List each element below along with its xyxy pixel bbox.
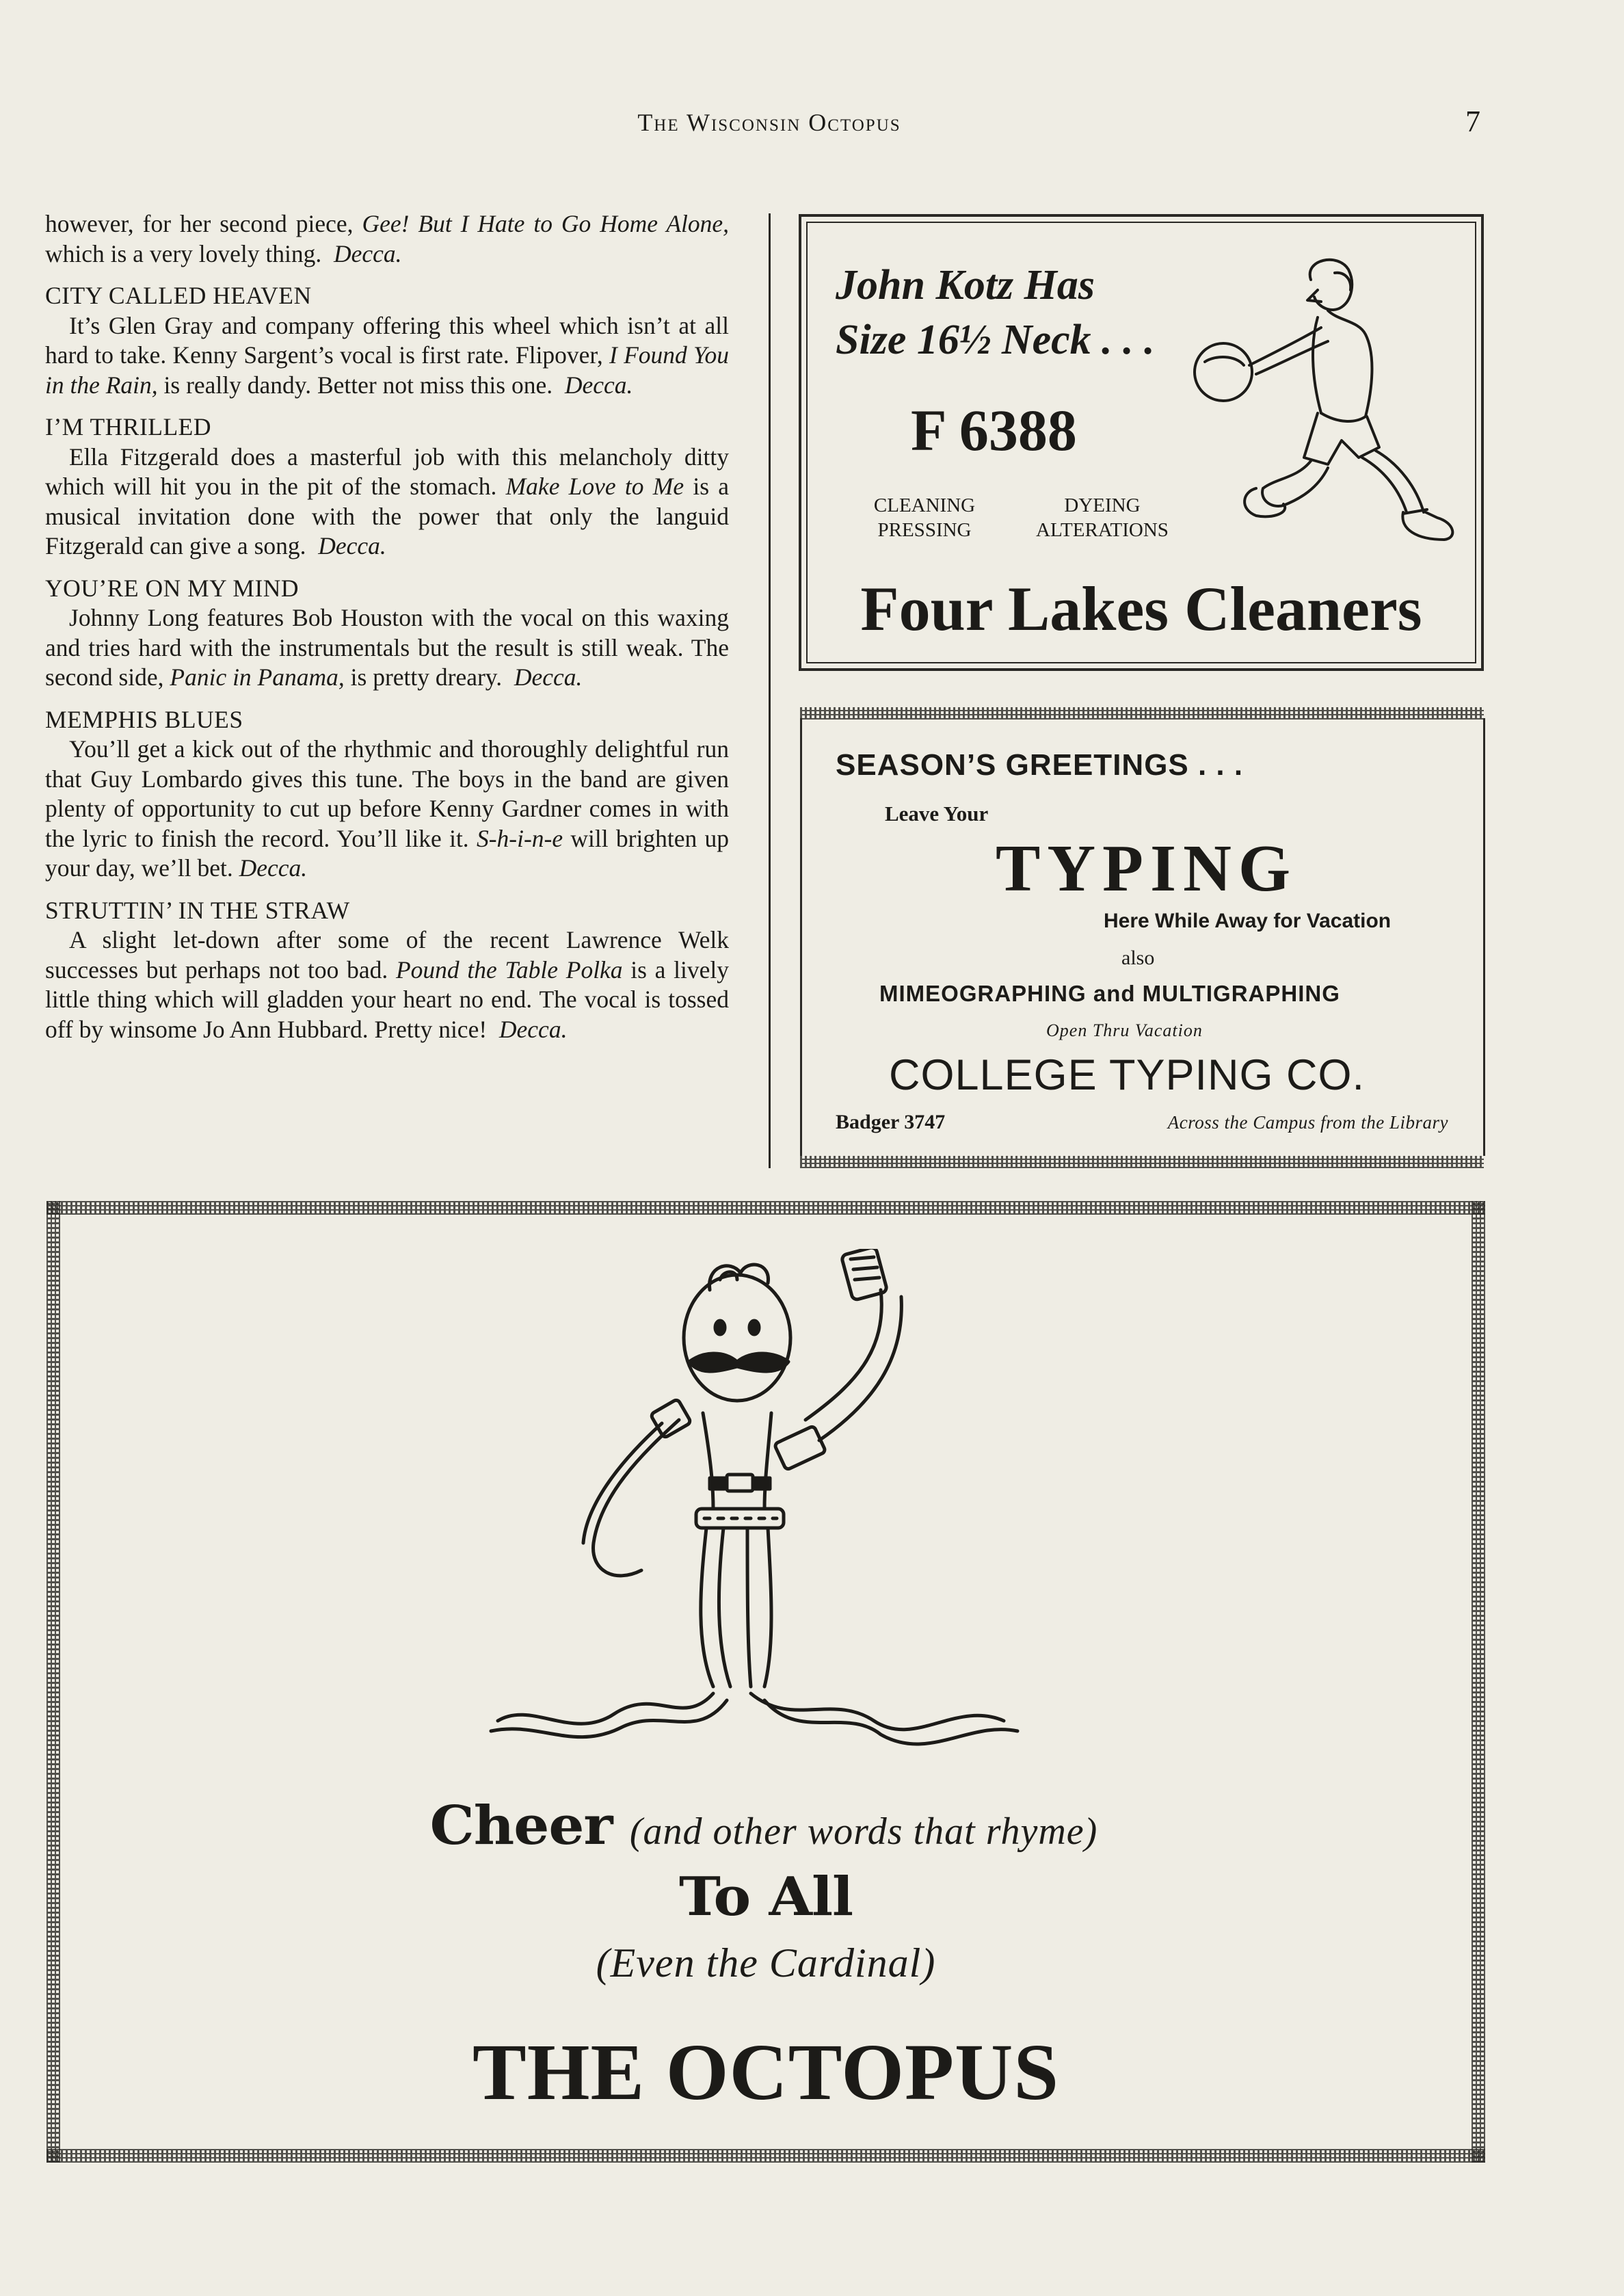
- college-typing-ad: [800, 707, 1484, 1168]
- cleaners-phone-number: F 6388: [911, 397, 1077, 463]
- typing-headline: TYPING: [996, 832, 1298, 906]
- review-text: is a lively little thing which will gladden your heart no end. The vocal is tossed off by winsome Jo Ann Hubbard. Pretty nice!: [45, 955, 729, 1043]
- review-text: It’s Glen Gray and company offering this wheel which isn’t at all hard to take. Kenny Sargent’s vocal is first rate. Flipover,: [45, 311, 729, 369]
- open-hours: Open Thru Vacation: [1046, 1020, 1203, 1040]
- leave-your-text: Leave Your: [885, 802, 989, 826]
- athlete-illustration: [1181, 252, 1468, 553]
- review-intro-rest: which is a very lovely thing.: [45, 239, 322, 267]
- review-record-title: I Found You in the Rain,: [45, 341, 729, 399]
- review-record-title: Pound the Table Polka: [395, 955, 623, 984]
- service-item: PRESSING: [877, 519, 972, 541]
- company-location: Across the Campus from the Library: [1167, 1112, 1448, 1133]
- review-body: [45, 443, 729, 562]
- cheer-word: Cheer: [429, 1795, 613, 1857]
- octopus-signature: THE OCTOPUS: [472, 2027, 1059, 2117]
- slogan-line: Size 16½ Neck . . .: [836, 317, 1155, 363]
- review-body: [45, 735, 729, 884]
- company-phone: Badger 3747: [836, 1111, 946, 1133]
- company-name: COLLEGE TYPING CO.: [889, 1051, 1366, 1099]
- four-lakes-cleaners-ad: [799, 214, 1484, 671]
- review-record-label: Decca.: [498, 1015, 568, 1043]
- services-left: [856, 493, 993, 542]
- decorative-border-right: [1472, 1201, 1485, 2163]
- review-record-label: Decca.: [239, 854, 308, 882]
- page-number: 7: [1465, 105, 1480, 138]
- service-item: ALTERATIONS: [1036, 519, 1169, 541]
- review-text: You’ll get a kick out of the rhythmic and thoroughly delightful run that Guy Lombardo gives this tune. The boys in the band are given plenty of opportunity to cut up before Kenny Gardner comes in with the lyric to finish the record. You’ll like it.: [45, 735, 729, 852]
- review-text: is a musical invitation done with the power that only the languid Fitzgerald can give a song.: [45, 473, 729, 559]
- review-intro-text: however, for her second piece,: [45, 210, 354, 237]
- other-services: MIMEOGRAPHING and MULTIGRAPHING: [879, 981, 1340, 1006]
- review-text: A slight let-down after some of the recent Lawrence Welk successes but perhaps not too bad.: [45, 926, 729, 984]
- review-text: Ella Fitzgerald does a masterful job with this melancholy ditty which will hit you in the pit of the stomach.: [45, 443, 729, 500]
- review-body: [45, 311, 729, 401]
- review-heading: I’M THRILLED: [45, 413, 211, 440]
- running-header: The Wisconsin Octopus: [637, 109, 901, 136]
- services-right: [1007, 493, 1198, 542]
- review-record-title: Make Love to Me: [505, 473, 684, 500]
- decorative-border-top: [46, 1201, 1485, 1215]
- cleaners-business-name: Four Lakes Cleaners: [860, 574, 1422, 644]
- review-record-label: Decca.: [318, 532, 386, 559]
- decorative-border-left: [46, 1201, 60, 2163]
- review-record-title: S-h-i-n-e: [476, 824, 563, 852]
- review-heading: MEMPHIS BLUES: [45, 705, 243, 733]
- decorative-border-bottom: [800, 1156, 1484, 1168]
- octopus-holiday-ad: [46, 1201, 1485, 2163]
- review-text: is pretty dreary.: [350, 663, 503, 691]
- review-intro-title: Gee! But I Hate to Go Home Alone,: [362, 210, 730, 237]
- record-reviews-column: [45, 209, 729, 1044]
- slogan-line: John Kotz Has: [836, 262, 1095, 308]
- review-record-title: Panic in Panama,: [170, 663, 345, 691]
- vacation-text: Here While Away for Vacation: [1104, 910, 1392, 932]
- service-item: DYEING: [1064, 494, 1141, 516]
- to-all-text: To All: [678, 1866, 853, 1928]
- review-record-label: Decca.: [564, 371, 633, 399]
- column-divider: [769, 213, 771, 1168]
- review-body: [45, 603, 729, 693]
- review-text: is really dandy. Better not miss this one.: [163, 371, 553, 399]
- review-record-label: Decca.: [514, 663, 583, 691]
- decorative-border-bottom: [46, 2149, 1485, 2163]
- review-heading: STRUTTIN’ IN THE STRAW: [45, 896, 350, 924]
- service-item: CLEANING: [873, 494, 976, 516]
- cheer-line: [46, 1795, 1485, 1857]
- seasons-greetings: SEASON’S GREETINGS . . .: [836, 748, 1244, 782]
- review-intro-label: Decca.: [333, 239, 402, 267]
- review-intro-paragraph: [45, 209, 729, 269]
- review-text: will brighten up your day, we’ll bet.: [45, 824, 730, 882]
- review-heading: CITY CALLED HEAVEN: [45, 282, 312, 309]
- review-heading: YOU’RE ON MY MIND: [45, 574, 299, 602]
- santa-octopus-illustration: [436, 1249, 1079, 1782]
- to-all-line: [46, 1866, 1485, 1928]
- also-text: also: [1121, 947, 1155, 969]
- review-body: [45, 925, 729, 1044]
- review-text: Johnny Long features Bob Houston with the vocal on this waxing and tries hard with the instrumentals but the result is still weak. The second side,: [45, 604, 729, 691]
- rhyme-note: (and other words that rhyme): [629, 1810, 1098, 1853]
- cardinal-line: (Even the Cardinal): [596, 1940, 936, 1985]
- cleaners-slogan: [836, 258, 1155, 367]
